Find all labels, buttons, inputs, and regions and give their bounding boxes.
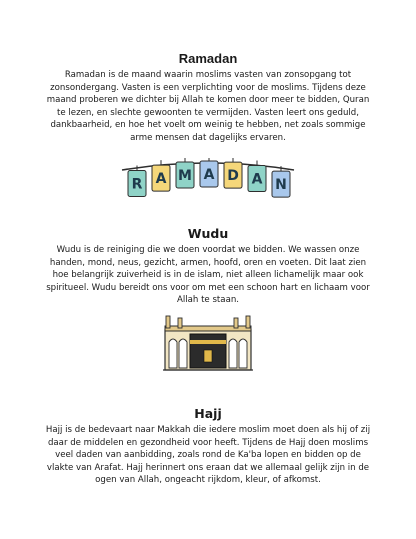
banner-flag <box>200 158 218 187</box>
ramadan-text: Ramadan is de maand waarin moslims vasten van zonsopgang tot zonsondergang. Vasten is een verplichting voor de moslims. Tijdens deze maand proberen we dichter bij Allah te komen door meer te bidden, Quran te lezen, en slechte gewoonten te vermijden. Vasten leert ons geduld, dankbaarheid, en hoe het voelt om weinig te hebben, net zoals sommige arme mensen dat dagelijks ervaren. <box>46 70 370 143</box>
wudu-text: Wudu is de reiniging die we doen voordat we bidden. We wassen onze handen, mond, neus, gezicht, armen, hoofd, oren en voeten. Dit laat zien hoe belangrijk zuiverheid is in de islam, niet alleen lichamelijk maar ook spiritueel. Wudu bereidt ons voor om met een schoon hart en lichaam voor Allah te staan. <box>46 245 370 306</box>
banner-flag <box>128 166 146 197</box>
hajj-text: Hajj is de bedevaart naar Makkah die iedere moslim moet doen als hij of zij daar de middelen en gezondheid voor heeft. Tijdens de Hajj doen moslims veel daden van aanbidding, zoals rond de Ka'ba lopen en bidden op de vlakte van Arafat. Hajj herinnert ons eraan dat we allemaal gelijk zijn in de ogen van Allah, ongeacht rijkdom, kleur, of afkomst. <box>45 425 371 486</box>
wudu-title: Wudu <box>187 226 229 241</box>
banner-flag <box>272 166 290 197</box>
banner-letter: M <box>178 168 192 185</box>
ramadan-title: Ramadan <box>178 51 238 66</box>
banner-letter: R <box>131 176 143 193</box>
banner-flags <box>128 158 290 197</box>
section-wudu <box>0 226 416 307</box>
banner-letter: N <box>275 177 287 194</box>
banner-flag <box>248 161 266 192</box>
banner-flag <box>176 158 194 188</box>
ramadan-banner-illustration <box>118 158 298 212</box>
banner-letter: D <box>227 168 239 185</box>
section-hajj <box>0 406 416 487</box>
hajj-title: Hajj <box>194 406 222 421</box>
banner-letter: A <box>155 171 167 188</box>
banner-letter: A <box>203 167 215 184</box>
kaaba-illustration <box>163 312 253 372</box>
section-ramadan <box>0 51 416 145</box>
banner-flag <box>224 158 242 188</box>
banner-letter: A <box>251 171 263 188</box>
banner-flag <box>152 160 170 191</box>
